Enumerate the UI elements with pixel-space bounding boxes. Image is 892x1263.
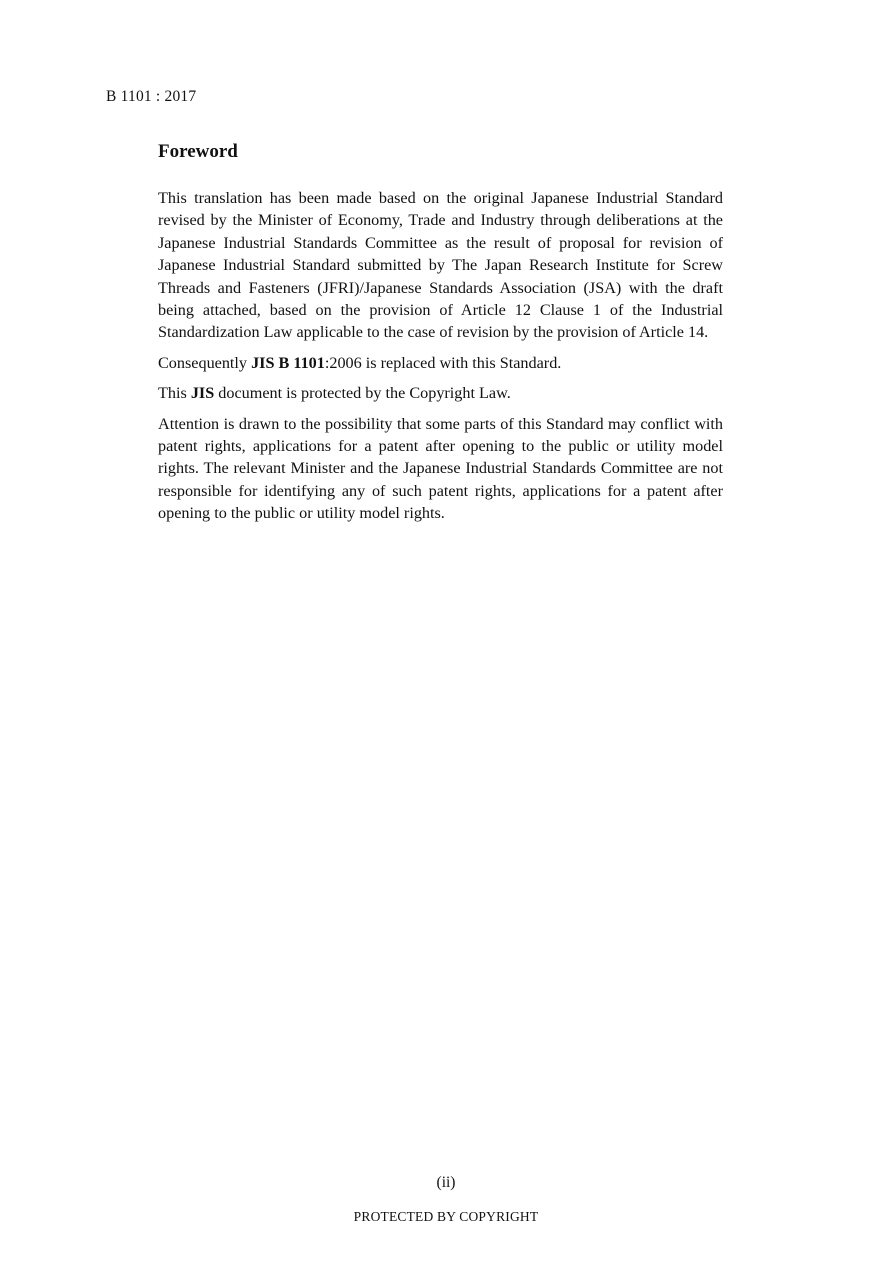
paragraph-replacement-prefix: Consequently — [158, 353, 252, 372]
paragraph-copyright — [158, 382, 723, 404]
standard-reference: JIS B 1101 — [251, 353, 325, 372]
paragraph-copyright-prefix: This — [158, 384, 191, 403]
paragraph-replacement-suffix: :2006 is replaced with this Standard. — [324, 353, 562, 372]
jis-term: JIS — [190, 384, 215, 403]
page-number: (ii) — [436, 1174, 456, 1191]
foreword-body — [158, 187, 723, 533]
standard-code: B 1101 : 2017 — [106, 88, 197, 105]
paragraph-revision-basis: This translation has been made based on the original Japanese Industrial Standard revised by the Minister of Economy, Trade and Industry through deliberations at the Japanese Industrial Standards Committee as the result of proposal for revision of Japanese Industrial Standard submitted by The Japan Research Institute for Screw Threads and Fasteners (JFRI)/Japanese Standards Association (JSA) with the draft being attached, based on the provision of Article 12 Clause 1 of the Industrial Standardization Law applicable to the case of revision by the provision of Article 14. — [158, 189, 723, 342]
copyright-footer: PROTECTED BY COPYRIGHT — [353, 1209, 539, 1224]
paragraph-replacement — [158, 352, 723, 374]
paragraph-patent-notice: Attention is drawn to the possibility that some parts of this Standard may conflict with patent rights, applications for a patent after opening to the public or utility model rights. The relevant Minister and the Japanese Industrial Standards Committee are not responsible for identifying any of such patent rights, applications for a patent after opening to the public or utility model rights. — [158, 414, 723, 523]
paragraph-copyright-suffix: document is protected by the Copyright Law. — [214, 384, 511, 403]
page-title: Foreword — [158, 141, 238, 162]
